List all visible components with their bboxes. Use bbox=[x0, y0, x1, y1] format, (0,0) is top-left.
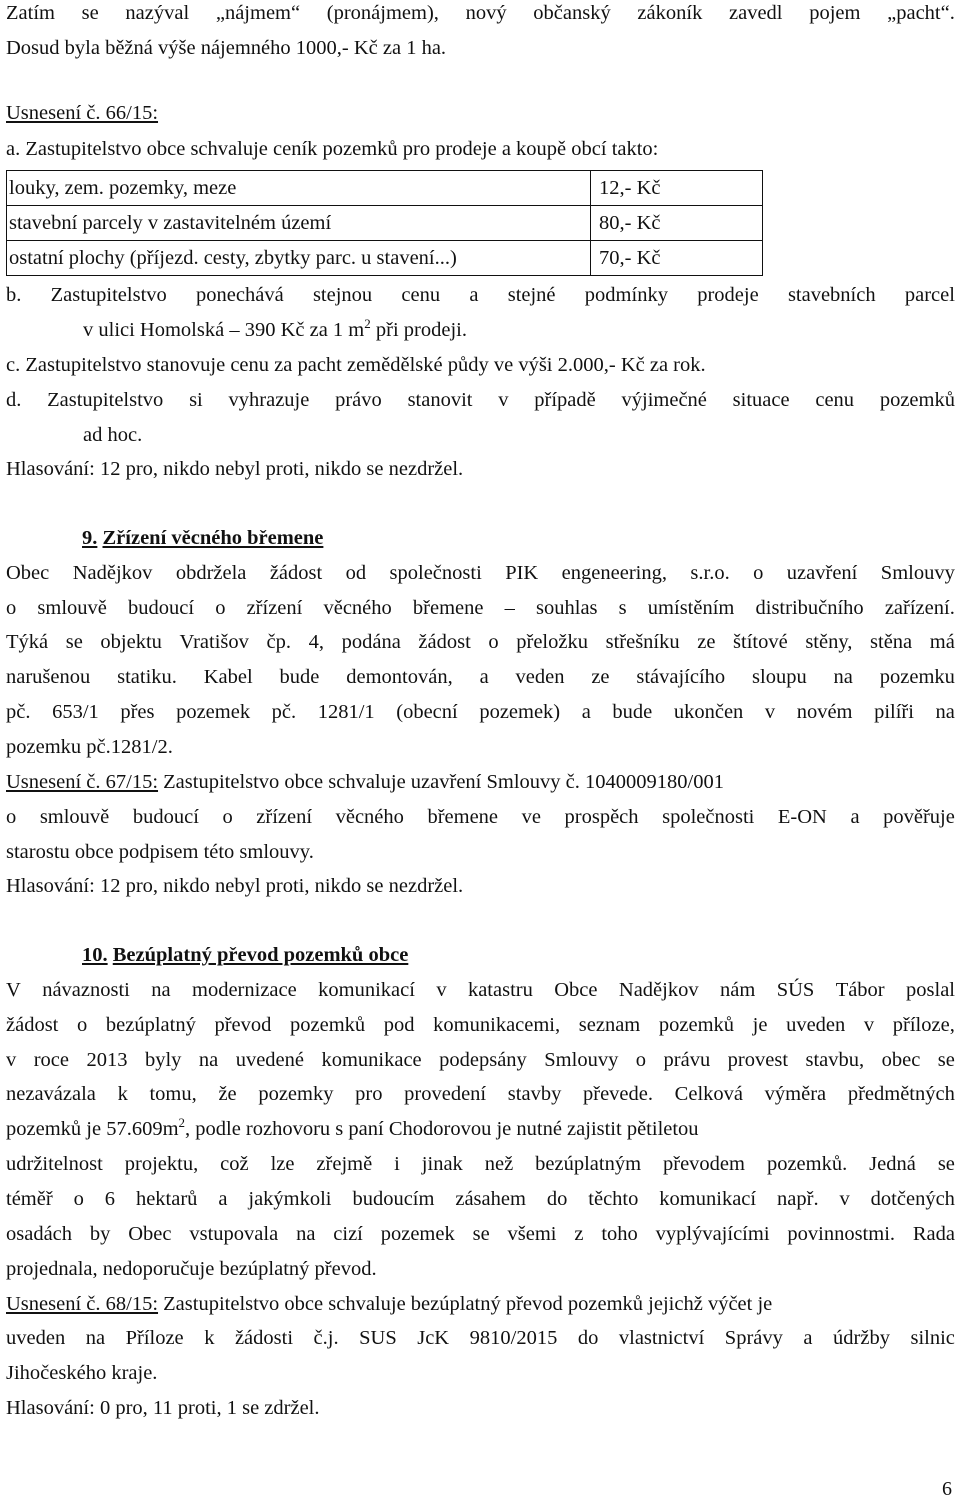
section-9-line: o smlouvě budoucí o zřízení věcného břemene – souhlas s umístěním distribučního zařízení. bbox=[6, 597, 955, 619]
resolution-68-label: Usnesení č. 68/15: bbox=[6, 1293, 159, 1315]
resolution-68-line: Jihočeského kraje. bbox=[6, 1362, 158, 1384]
intro-line-1: Zatím se nazýval „nájmem“ (pronájmem), nový občanský zákoník zavedl pojem „pacht“. bbox=[6, 2, 955, 24]
section-10-line: v roce 2013 byly na uvedené komunikace podepsány Smlouvy o právu provest stavbu, obec se bbox=[6, 1049, 955, 1071]
price-value: 12,- Kč bbox=[591, 171, 763, 206]
section-10-line: téměř o 6 hektarů a jakýmkoli budoucím zásahem do těchto komunikací např. v dotčených bbox=[6, 1188, 955, 1210]
resolution-66-item-d-line-1: d. Zastupitelstvo si vyhrazuje právo stanovit v případě výjimečné situace cenu pozemků bbox=[6, 389, 955, 411]
resolution-66-item-b-line-1: b. Zastupitelstvo ponechává stejnou cenu a stejné podmínky prodeje stavebních parcel bbox=[6, 284, 955, 306]
section-10-heading: 10. Bezúplatný převod pozemků obce bbox=[82, 944, 409, 966]
resolution-66-item-b-line-2: v ulici Homolská – 390 Kč za 1 $m^2$ při prodeji. bbox=[83, 316, 467, 341]
vote-result: Hlasování: 0 pro, 11 proti, 1 se zdržel. bbox=[6, 1397, 320, 1419]
resolution-67-label: Usnesení č. 67/15: bbox=[6, 771, 159, 793]
resolution-67: Usnesení č. 67/15: Zastupitelstvo obce schvaluje uzavření Smlouvy č. 1040009180/001 bbox=[6, 771, 724, 793]
intro-line-2: Dosud byla běžná výše nájemného 1000,- Kč za 1 ha. bbox=[6, 37, 447, 59]
table-row bbox=[7, 241, 763, 276]
resolution-67-line: o smlouvě budoucí o zřízení věcného břemene ve prospěch společnosti E-ON a pověřuje bbox=[6, 806, 955, 828]
resolution-66-item-c: c. Zastupitelstvo stanovuje cenu za pacht zemědělské půdy ve výši 2.000,- Kč za rok. bbox=[6, 354, 706, 376]
section-10-line: žádost o bezúplatný převod pozemků pod komunikacemi, seznam pozemků je uveden v příloze, bbox=[6, 1014, 955, 1036]
section-10-line: udržitelnost projektu, což lze zřejmě i jinak než bezúplatným převodem pozemků. Jedná se bbox=[6, 1153, 955, 1175]
section-10-line: nezavázala k tomu, že pozemky pro provedení stavby převede. Celková výměra předmětných bbox=[6, 1083, 955, 1105]
section-9-line: Obec Nadějkov obdržela žádost od společnosti PIK engeneering, s.r.o. o uzavření Smlouvy bbox=[6, 562, 955, 584]
resolution-67-line: starostu obce podpisem této smlouvy. bbox=[6, 841, 314, 863]
resolution-66-title: Usnesení č. 66/15: bbox=[6, 102, 159, 124]
vote-result: Hlasování: 12 pro, nikdo nebyl proti, nikdo se nezdržel. bbox=[6, 458, 464, 480]
superscript: 2 bbox=[178, 1115, 186, 1131]
resolution-66-item-d-line-2: ad hoc. bbox=[83, 424, 143, 446]
table-row bbox=[7, 171, 763, 206]
resolution-68: Usnesení č. 68/15: Zastupitelstvo obce schvaluje bezúplatný převod pozemků jejichž výčet je bbox=[6, 1293, 773, 1315]
resolution-68-line: uveden na Příloze k žádosti č.j. SUS JcK 9810/2015 do vlastnictví Správy a údržby silnic bbox=[6, 1327, 955, 1349]
price-item: ostatní plochy (příjezd. cesty, zbytky parc. u stavení...) bbox=[7, 241, 591, 276]
vote-result: Hlasování: 12 pro, nikdo nebyl proti, nikdo se nezdržel. bbox=[6, 875, 464, 897]
section-9-line: Týká se objektu Vratišov čp. 4, podána žádost o přeložku střešníku ze štítové stěny, stěna má bbox=[6, 631, 955, 653]
section-10-line: V návaznosti na modernizace komunikací v katastru Obce Nadějkov nám SÚS Tábor poslal bbox=[6, 979, 955, 1001]
price-item: louky, zem. pozemky, meze bbox=[7, 171, 591, 206]
section-9-line: narušenou statiku. Kabel bude demontován, a veden ze stávajícího sloupu na pozemku bbox=[6, 666, 955, 688]
resolution-66-item-a: a. Zastupitelstvo obce schvaluje ceník pozemků pro prodeje a koupě obcí takto: bbox=[6, 138, 659, 160]
section-9-line: pč. 653/1 přes pozemek pč. 1281/1 (obecní pozemek) a bude ukončen v novém pilíři na bbox=[6, 701, 955, 723]
price-item: stavební parcely v zastavitelném území bbox=[7, 206, 591, 241]
price-value: 80,- Kč bbox=[591, 206, 763, 241]
page-number: 6 bbox=[942, 1478, 952, 1500]
price-table bbox=[6, 170, 763, 276]
section-10-area-line: pozemků je $57.609m^2$, podle rozhovoru s paní Chodorovou je nutné zajistit pětiletou bbox=[6, 1115, 699, 1140]
section-10-line: osadách by Obec vstupovala na cizí pozemek se všemi z toho vyplývajícími povinnostmi. Rada bbox=[6, 1223, 955, 1245]
section-9-heading: 9. Zřízení věcného břemene bbox=[82, 527, 324, 549]
superscript: 2 bbox=[364, 316, 371, 332]
section-9-line: pozemku pč.1281/2. bbox=[6, 736, 173, 758]
price-value: 70,- Kč bbox=[591, 241, 763, 276]
table-row bbox=[7, 206, 763, 241]
section-10-line: projednala, nedoporučuje bezúplatný převod. bbox=[6, 1258, 377, 1280]
